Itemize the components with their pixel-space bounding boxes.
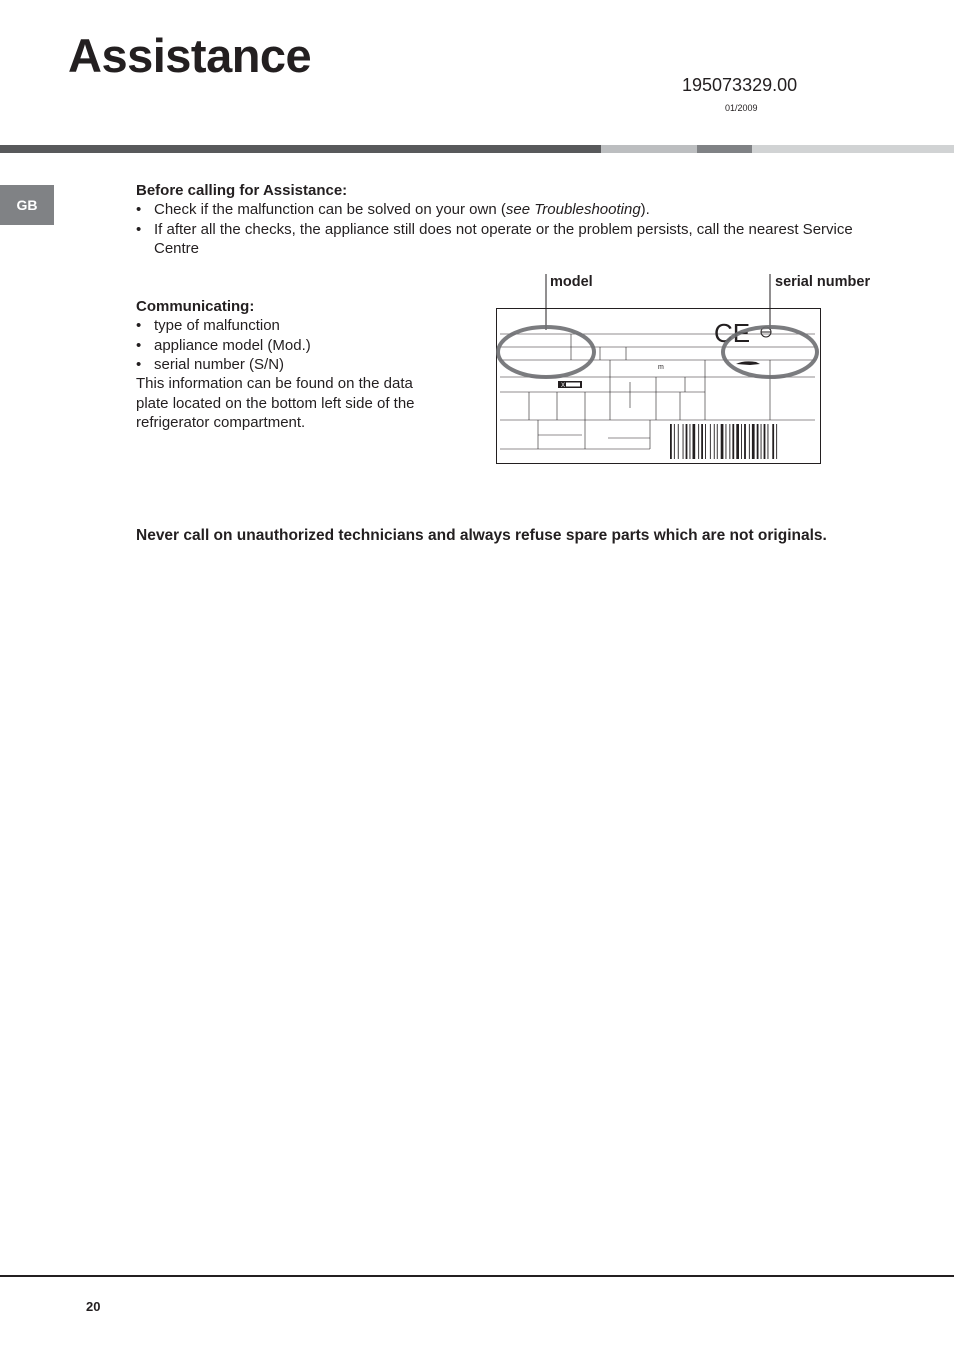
list-item [136,200,888,220]
list-item: • type of malfunction [136,316,436,336]
barcode-bar [678,424,679,459]
barcode-bar [757,424,759,459]
barcode-bar [714,424,715,459]
footer-divider [0,1275,954,1277]
svg-text:CE: CE [714,318,751,348]
svg-text:X: X [561,383,566,389]
ce-mark-icon [714,318,750,348]
before-calling-list [136,200,888,259]
barcode-bar [686,424,688,459]
data-plate-diagram [490,272,830,472]
barcode-bar [744,424,746,459]
page-number: 20 [86,1299,101,1314]
barcode-bar [721,424,724,459]
barcode-bar [741,424,742,459]
barcode-bar [701,424,703,459]
language-tab: GB [0,185,54,225]
list-item-text: ). [640,201,650,218]
barcode-bar [729,424,730,459]
document-date: 01/2009 [725,103,758,113]
page-title: Assistance [68,29,312,82]
barcode-bar [674,424,675,459]
warning-text: Never call on unauthorized technicians and always refuse spare parts which are not originals. [136,527,827,544]
barcode-bar [710,424,711,459]
plug-icon [736,361,760,365]
svg-text:m: m [658,364,664,371]
barcode-bar [772,424,774,459]
communicating-heading: Communicating: [136,298,255,315]
barcode-bar [693,424,696,459]
barcode-bar [764,424,766,459]
barcode-icon [670,424,777,459]
list-item-text: Check if the malfunction can be solved on your own ( [154,201,506,218]
document-number: 195073329.00 [682,75,798,95]
plate-outline [497,309,821,464]
barcode-bar [776,424,777,459]
barcode-bar [736,424,739,459]
barcode-bar [698,424,699,459]
communicating-list [136,316,436,375]
list-item: • appliance model (Mod.) [136,336,436,356]
header-bar-segment [697,145,752,153]
model-highlight-ellipse [498,327,594,377]
barcode-bar [705,424,706,459]
list-item: • If after all the checks, the appliance still does not operate or the problem persists, call the nearest Service Centre [136,220,888,259]
barcode-bar [717,424,718,459]
barcode-bar [749,424,750,459]
model-callout-label: model [550,274,593,290]
barcode-bar [761,424,762,459]
barcode-bar [768,424,769,459]
list-item: • serial number (S/N) [136,355,436,375]
barcode-bar [670,424,672,459]
header-bar-segment [752,145,954,153]
troubleshooting-reference: see Troubleshooting [505,201,641,218]
barcode-bar [752,424,755,459]
data-plate-info-text: This information can be found on the data plate located on the bottom left side of the refrigerator compartment. [136,375,415,431]
barcode-bar [732,424,734,459]
serial-number-callout-label: serial number [775,274,871,290]
barcode-bar [690,424,691,459]
before-calling-heading: Before calling for Assistance: [136,182,348,199]
header-bar-segment [0,145,601,153]
header-bar-segment [601,145,697,153]
barcode-bar [726,424,727,459]
barcode-bar [683,424,684,459]
